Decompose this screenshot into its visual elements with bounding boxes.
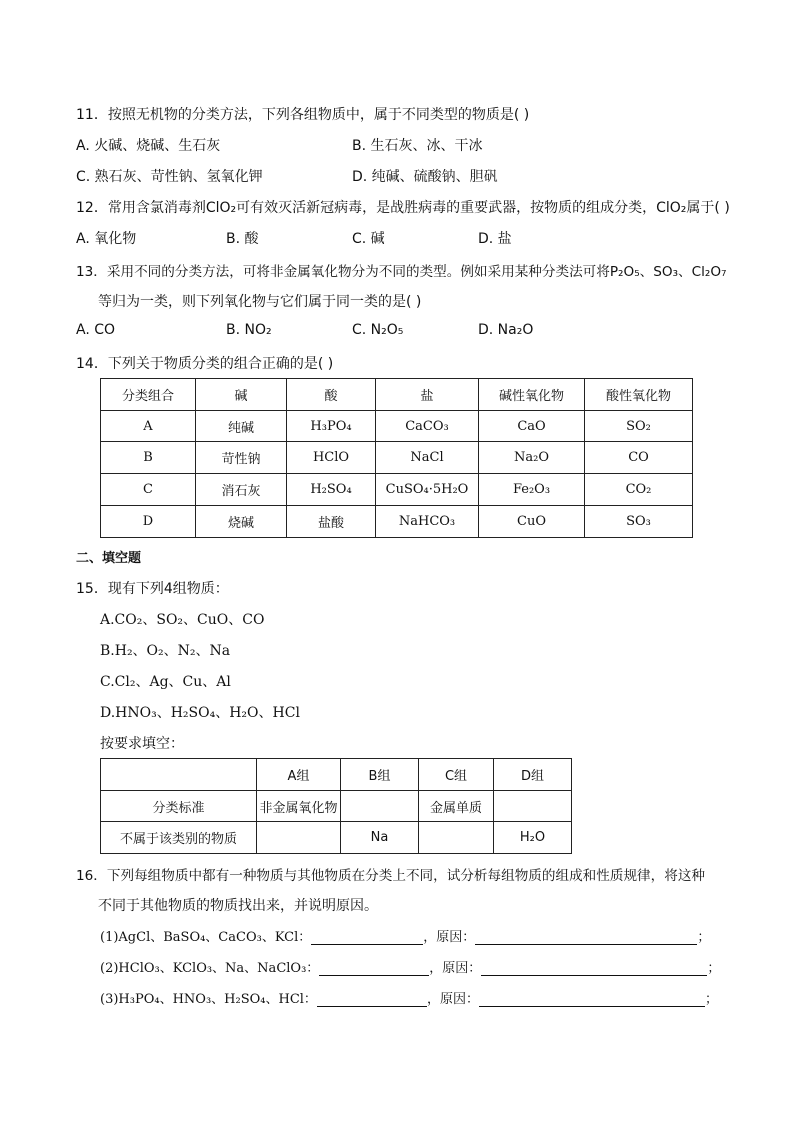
table-cell: Na₂O [479,442,585,474]
table-cell: 纯碱 [196,411,287,442]
q12-option-b: B. 酸 [226,231,259,247]
q16-item-2-end: ； [707,961,721,976]
answer-blank[interactable] [317,992,427,1007]
table-cell [101,759,257,791]
table-cell [341,791,419,822]
q16-item-1 [100,926,710,945]
q11-stem: 11．按照无机物的分类方法，下列各组物质中，属于不同类型的物质是( ) [76,107,530,123]
q15-header-a: A组 [257,759,341,791]
q11-option-c: C. 熟石灰、苛性钠、氢氧化钾 [76,169,263,185]
table-cell [257,822,341,854]
table-cell: SO₃ [585,506,693,538]
q16-item-3 [100,988,718,1007]
table-cell: CuO [479,506,585,538]
q16-item-1-label: (1)AgCl、BaSO₄、CaCO₃、KCl： [100,930,312,945]
q16-stem-line1: 16．下列每组物质中都有一种物质与其他物质在分类上不同，试分析每组物质的组成和性质规律，将这种 [76,868,706,884]
reason-blank[interactable] [475,930,697,945]
q13-option-b: B. NO₂ [226,322,272,338]
table-cell: 金属单质 [419,791,494,822]
table-cell: CaCO₃ [376,411,479,442]
q15-table [100,758,572,854]
q13-stem-line2: 等归为一类，则下列氧化物与它们属于同一类的是( ) [98,294,422,310]
q11-option-b: B. 生石灰、冰、干冰 [352,138,483,154]
q13-option-a: A. CO [76,322,116,338]
table-cell: 消石灰 [196,474,287,506]
q15-header-d: D组 [494,759,572,791]
q15-group-c: C.Cl₂、Ag、Cu、Al [100,674,231,690]
table-cell: H₂O [494,822,572,854]
q14-header-base: 碱 [196,379,287,411]
q13-option-c: C. N₂O₅ [352,322,404,338]
q14-header-group: 分类组合 [101,379,196,411]
answer-blank[interactable] [311,930,423,945]
q14-header-acid: 酸 [287,379,376,411]
q14-header-salt: 盐 [376,379,479,411]
q16-item-1-end: ； [697,930,711,945]
table-cell: Na [341,822,419,854]
q16-item-3-reason: ，原因： [426,992,479,1007]
table-cell: 不属于该类别的物质 [101,822,257,854]
q15-group-d: D.HNO₃、H₂SO₄、H₂O、HCl [100,705,300,721]
q11-option-d: D. 纯碱、硫酸钠、胆矾 [352,169,498,185]
reason-blank[interactable] [479,992,705,1007]
table-cell: H₃PO₄ [287,411,376,442]
table-cell: B [101,442,196,474]
q14-header-acidic-oxide: 酸性氧化物 [585,379,693,411]
table-cell: 分类标准 [101,791,257,822]
table-cell: CO₂ [585,474,693,506]
q15-header-c: C组 [419,759,494,791]
table-cell: D [101,506,196,538]
q16-item-2-label: (2)HClO₃、KClO₃、Na、NaClO₃： [100,961,320,976]
answer-blank[interactable] [319,961,429,976]
table-cell: 盐酸 [287,506,376,538]
table-cell: 苛性钠 [196,442,287,474]
table-cell: CaO [479,411,585,442]
table-cell: Fe₂O₃ [479,474,585,506]
table-cell: 非金属氧化物 [257,791,341,822]
q14-table [100,378,693,538]
q16-stem-line2: 不同于其他物质的物质找出来，并说明原因。 [98,898,378,914]
q12-option-d: D. 盐 [478,231,512,247]
section-title: 二、填空题 [76,551,142,566]
q14-stem: 14．下列关于物质分类的组合正确的是( ) [76,356,334,372]
table-cell: NaHCO₃ [376,506,479,538]
q16-item-3-label: (3)H₃PO₄、HNO₃、H₂SO₄、HCl： [100,992,317,1007]
q15-group-a: A.CO₂、SO₂、CuO、CO [100,612,265,628]
table-cell [419,822,494,854]
table-cell: C [101,474,196,506]
table-cell [494,791,572,822]
q16-item-1-reason: ，原因： [423,930,476,945]
table-cell: 烧碱 [196,506,287,538]
table-cell: SO₂ [585,411,693,442]
table-cell: HClO [287,442,376,474]
q13-option-d: D. Na₂O [478,322,534,338]
q12-option-c: C. 碱 [352,231,385,247]
q15-stem: 15．现有下列4组物质： [76,581,229,597]
table-cell: A [101,411,196,442]
q15-header-b: B组 [341,759,419,791]
reason-blank[interactable] [481,961,707,976]
q14-header-basic-oxide: 碱性氧化物 [479,379,585,411]
q15-group-b: B.H₂、O₂、N₂、Na [100,643,231,659]
q11-option-a: A. 火碱、烧碱、生石灰 [76,138,221,154]
q12-option-a: A. 氧化物 [76,231,137,247]
q16-item-2-reason: ，原因： [429,961,482,976]
table-cell: H₂SO₄ [287,474,376,506]
q16-item-2 [100,957,720,976]
table-cell: CO [585,442,693,474]
table-cell: NaCl [376,442,479,474]
q15-instruction: 按要求填空： [100,736,184,752]
q16-item-3-end: ； [704,992,718,1007]
q13-stem-line1: 13．采用不同的分类方法，可将非金属氧化物分为不同的类型。例如采用某种分类法可将P₂O₅、SO₃、Cl₂O₇ [76,264,727,280]
table-cell: CuSO₄·5H₂O [376,474,479,506]
q12-stem: 12．常用含氯消毒剂ClO₂可有效灭活新冠病毒，是战胜病毒的重要武器，按物质的组成分类，ClO₂属于( ) [76,200,730,216]
